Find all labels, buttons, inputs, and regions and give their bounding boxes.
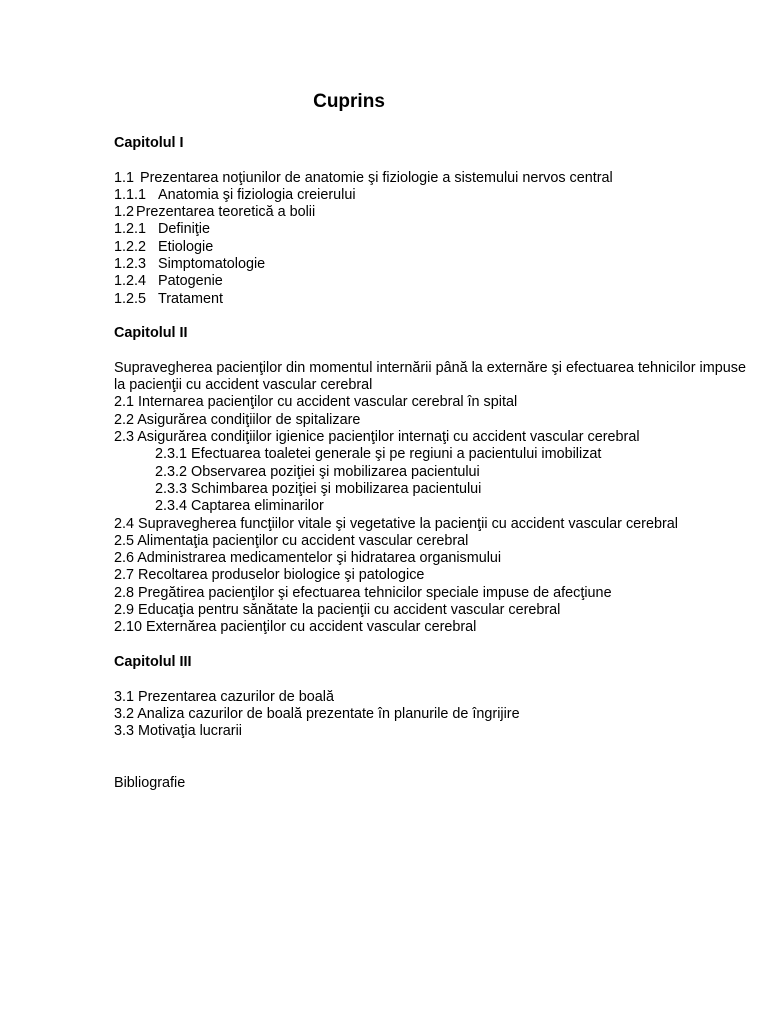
table-of-contents xyxy=(114,135,754,792)
bibliography-heading: Bibliografie xyxy=(114,774,186,791)
toc-item xyxy=(114,221,754,238)
toc-item: 3.1 Prezentarea cazurilor de boală xyxy=(114,688,334,705)
toc-item xyxy=(114,187,754,204)
toc-item-number: 1.2.1 xyxy=(114,221,147,238)
toc-item xyxy=(114,256,754,273)
toc-item-text: Anatomia şi fiziologia creierului xyxy=(158,186,356,203)
toc-item: 2.7 Recoltarea produselor biologice şi patologice xyxy=(114,567,425,584)
toc-item-number: 1.1.1 xyxy=(114,186,147,203)
toc-item: 2.3 Asigurărea condiţiilor igienice pacienţilor internaţi cu accident vascular cerebral xyxy=(114,429,640,446)
toc-item-number: 1.1 xyxy=(114,169,135,186)
chapter-3-heading: Capitolul III xyxy=(114,653,192,670)
toc-item xyxy=(114,239,754,256)
toc-item xyxy=(114,291,754,308)
toc-item-text: Patogenie xyxy=(158,273,223,290)
toc-item: 3.3 Motivaţia lucrarii xyxy=(114,723,242,740)
toc-item-text: Prezentarea noţiunilor de anatomie şi fiziologie a sistemului nervos central xyxy=(140,169,613,186)
chapter-2-intro: Supravegherea pacienţilor din momentul internării până la externăre şi efectuarea tehnicilor impuse la pacienţii cu accident vascular cerebral xyxy=(114,359,746,394)
toc-item xyxy=(114,273,754,290)
toc-item: 2.10 Externărea pacienţilor cu accident vascular cerebral xyxy=(114,619,477,636)
toc-item: 2.9 Educaţia pentru sănătate la pacienţii cu accident vascular cerebral xyxy=(114,602,561,619)
toc-item-number: 1.2.5 xyxy=(114,290,147,307)
toc-item: 2.5 Alimentaţia pacienţilor cu accident vascular cerebral xyxy=(114,532,469,549)
toc-item: 2.4 Supravegherea funcţiilor vitale şi vegetative la pacienţii cu accident vascular cerebral xyxy=(114,515,678,532)
page-title: Cuprins xyxy=(313,91,385,112)
toc-item-number: 1.2.2 xyxy=(114,238,147,255)
toc-item: 2.8 Pregătirea pacienţilor şi efectuarea tehnicilor speciale impuse de afecţiune xyxy=(114,584,612,601)
toc-subitem: 2.3.3 Schimbarea poziţiei şi mobilizarea pacientului xyxy=(155,480,482,497)
toc-item: 2.6 Administrarea medicamentelor şi hidratarea organismului xyxy=(114,550,502,567)
toc-item: 3.2 Analiza cazurilor de boală prezentate în planurile de îngrijire xyxy=(114,705,520,722)
toc-item-text: Prezentarea teoretică a bolii xyxy=(136,204,316,221)
toc-item-text: Etiologie xyxy=(158,238,214,255)
toc-subitem: 2.3.2 Observarea poziţiei şi mobilizarea pacientului xyxy=(155,463,480,480)
toc-item-text: Tratament xyxy=(158,290,224,307)
toc-item-text: Definiţie xyxy=(158,221,210,238)
toc-item: 2.2 Asigurărea condiţiilor de spitalizare xyxy=(114,411,361,428)
chapter-1-heading: Capitolul I xyxy=(114,135,184,151)
toc-subitem: 2.3.4 Captarea eliminarilor xyxy=(155,498,324,515)
toc-subitem: 2.3.1 Efectuarea toaletei generale şi pe regiuni a pacientului imobilizat xyxy=(155,446,602,463)
toc-item-text: Simptomatologie xyxy=(158,256,266,273)
toc-item-number: 1.2.4 xyxy=(114,273,147,290)
toc-item-number: 1.2.3 xyxy=(114,256,147,273)
toc-item: 2.1 Internarea pacienţilor cu accident vascular cerebral în spital xyxy=(114,394,518,411)
toc-item-number: 1.2 xyxy=(114,204,135,221)
toc-item xyxy=(114,170,754,187)
chapter-2-heading: Capitolul II xyxy=(114,325,188,342)
toc-item xyxy=(114,204,754,221)
